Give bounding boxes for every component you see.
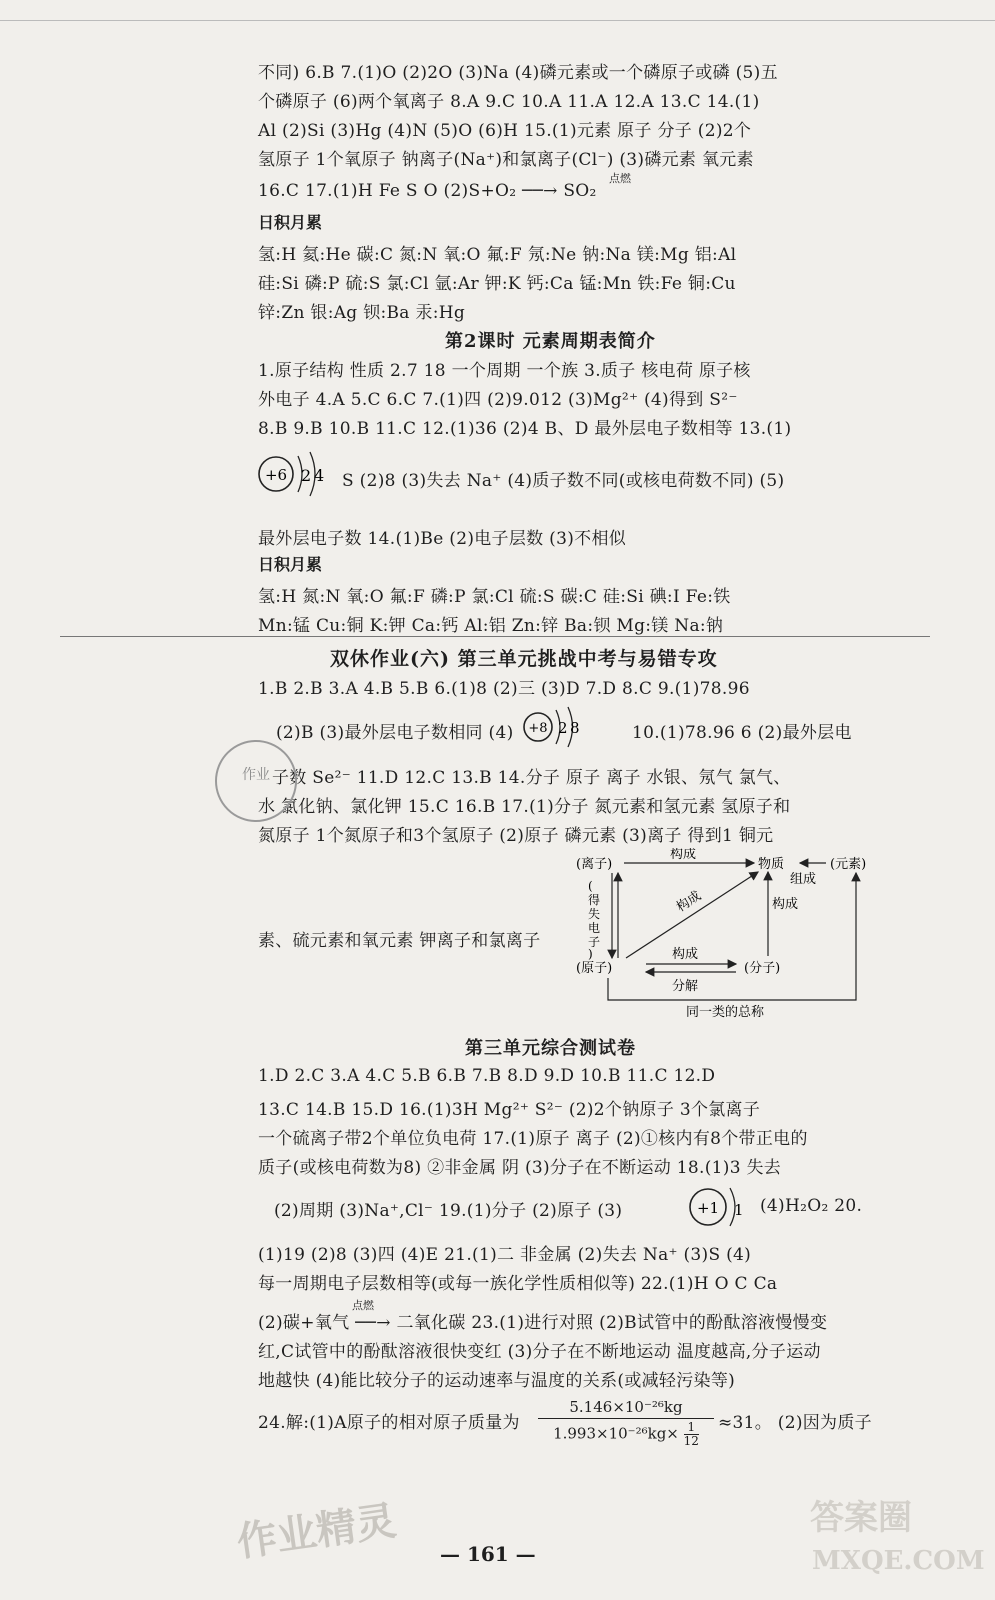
answer-line: 氮原子 1个氮原子和3个氢原子 (2)原子 磷元素 (3)离子 得到1 铜元 [258,826,774,846]
node-element: (元素) [830,857,867,872]
answer-line: (1)19 (2)8 (3)四 (4)E 21.(1)二 非金属 (2)失去 Na⁺ (3)S (4) [258,1245,752,1265]
weekend-homework-title: 双休作业(六) 第三单元挑战中考与易错专攻 [330,648,718,670]
svg-text:子: 子 [588,935,601,949]
atom-nucleus: +1 [696,1199,720,1217]
answer-line: 1.原子结构 性质 2.7 18 一个周期 一个族 3.质子 核电荷 原子核 [258,361,751,381]
answer-line: 最外层电子数 14.(1)Be (2)电子层数 (3)不相似 [258,529,627,549]
answer-line: 8.B 9.B 10.B 11.C 12.(1)36 (2)4 B、D 最外层电子数相等 13.(1) [258,419,792,439]
svg-text:电: 电 [588,921,601,935]
svg-text:): ) [588,947,593,961]
ignite-label: 点燃 [609,172,631,185]
edge-decompose: 分解 [672,979,699,994]
element-line: Mn:锰 Cu:铜 K:钾 Ca:钙 Al:铝 Zn:锌 Ba:钡 Mg:镁 Na:钠 [258,616,724,636]
element-line: 氢:H 氦:He 碳:C 氮:N 氧:O 氟:F 氖:Ne 钠:Na 镁:Mg 铝:Al [258,245,737,265]
answer-line: 质子(或核电荷数为8) ②非金属 阴 (3)分子在不断运动 18.(1)3 失去 [258,1158,782,1178]
answer-line: 子数 Se²⁻ 11.D 12.C 13.B 14.分子 原子 离子 水银、氖气 氯气、 [272,768,791,788]
ignite-label: 点燃 [352,1299,374,1312]
watermark: MXQE.COM [812,1546,985,1576]
answer-line: 每一周期电子层数相等(或每一族化学性质相似等) 22.(1)H O C Ca [258,1274,778,1294]
answer-line: ≈31。 (2)因为质子 [718,1413,872,1433]
answer-line: 地越快 (4)能比较分子的运动速率与温度的关系(或减轻污染等) [258,1371,736,1391]
answer-line: 16.C 17.(1)H Fe S O (2)S+O₂ ──→ SO₂ [258,181,597,201]
answer-line: Al (2)Si (3)Hg (4)N (5)O (6)H 15.(1)元素 原子 分子 (2)2个 [258,121,752,141]
answer-line: (2)周期 (3)Na⁺,Cl⁻ 19.(1)分子 (2)原子 (3) [274,1201,623,1221]
atom-diagram-carbon [254,446,334,502]
node-molecule: (分子) [744,961,781,976]
answer-line: (2)B (3)最外层电子数相同 (4) [276,723,514,743]
answer-line: 13.C 14.B 15.D 16.(1)3H Mg²⁺ S²⁻ (2)2个钠原子 3个氯离子 [258,1100,761,1120]
top-rule [0,20,995,21]
answer-line: S (2)8 (3)失去 Na⁺ (4)质子数不同(或核电荷数不同) (5) [342,471,785,491]
answer-line: 一个硫离子带2个单位负电荷 17.(1)原子 离子 (2)①核内有8个带正电的 [258,1129,808,1149]
element-line: 氢:H 氮:N 氧:O 氟:F 磷:P 氯:Cl 硫:S 碳:C 硅:Si 碘:I Fe:铁 [258,587,731,607]
node-ion: (离子) [576,857,613,872]
edge-constitute: 构成 [674,888,704,916]
answer-line: 1.D 2.C 3.A 4.C 5.B 6.B 7.B 8.D 9.D 10.B 11.C 12.D [258,1066,716,1086]
edge-constitute-v: 构成 [772,897,799,912]
answer-line: (2)碳+氧气 ──→ 二氧化碳 23.(1)进行对照 (2)B试管中的酚酞溶液慢慢变 [258,1313,828,1333]
node-substance: 物质 [758,857,785,872]
answer-line: 红,C试管中的酚酞溶液很快变红 (3)分子在不断地运动 温度越高,分子运动 [258,1342,821,1362]
atom-diagram-hydrogen [686,1182,746,1232]
answer-line: 个磷原子 (6)两个氧离子 8.A 9.C 10.A 11.A 12.A 13.C 14.(1) [258,92,760,112]
answer-line: (4)H₂O₂ 20. [760,1196,863,1216]
answer-line: 24.解:(1)A原子的相对原子质量为 [258,1413,520,1433]
atom-shell: 1 [734,1201,744,1219]
section-divider [60,636,930,637]
edge-gain-lose: ( [588,879,593,893]
atom-nucleus: +6 [264,466,288,484]
atom-shell: 4 [314,466,325,485]
edge-constitute: 构成 [670,848,697,862]
answer-line: 不同) 6.B 7.(1)O (2)2O (3)Na (4)磷元素或一个磷原子或磷 (5)五 [258,63,778,83]
watermark: 作业精灵 [233,1497,399,1566]
watermark: 答案圈 [810,1498,912,1538]
particle-relationship-diagram [568,848,898,1020]
atomic-mass-fraction: 5.146×10⁻²⁶kg 1.993×10⁻²⁶kg× $\frac{1}{12}$ [538,1398,714,1448]
atom-shell: 2 [558,719,568,737]
answer-line: 10.(1)78.96 6 (2)最外层电 [632,723,852,743]
atom-shell: 2 [301,466,312,485]
lesson-title: 第2课时 元素周期表简介 [445,331,656,352]
answer-line: 1.B 2.B 3.A 4.B 5.B 6.(1)8 (2)三 (3)D 7.D 8.C 9.(1)78.96 [258,679,750,699]
svg-text:失: 失 [588,907,601,921]
answer-line: 外电子 4.A 5.C 6.C 7.(1)四 (2)9.012 (3)Mg²⁺ (4)得到 S²⁻ [258,390,738,410]
answer-line: 素、硫元素和氧元素 钾离子和氯离子 [258,931,541,951]
unit-test-title: 第三单元综合测试卷 [465,1038,636,1059]
answer-line: 氢原子 1个氧原子 钠离子(Na⁺)和氯离子(Cl⁻) (3)磷元素 氧元素 [258,150,754,170]
edge-compose: 组成 [790,872,817,887]
section-heading: 日积月累 [258,555,323,574]
node-atom: (原子) [576,961,613,976]
atom-nucleus: +8 [528,721,548,736]
stamp-seal: 作业 [215,740,297,822]
page-number: — 161 — [440,1542,536,1566]
edge-constitute: 构成 [672,947,699,962]
element-line: 锌:Zn 银:Ag 钡:Ba 汞:Hg [258,303,466,323]
svg-text:得: 得 [588,893,601,907]
edge-general-name: 同一类的总称 [686,1005,765,1020]
atom-diagram-oxygen [520,702,590,752]
atom-shell: 8 [570,719,580,737]
section-heading: 日积月累 [258,213,323,232]
answer-line: 水 氯化钠、氯化钾 15.C 16.B 17.(1)分子 氮元素和氢元素 氢原子和 [258,797,791,817]
element-line: 硅:Si 磷:P 硫:S 氯:Cl 氩:Ar 钾:K 钙:Ca 锰:Mn 铁:Fe 铜:Cu [258,274,736,294]
